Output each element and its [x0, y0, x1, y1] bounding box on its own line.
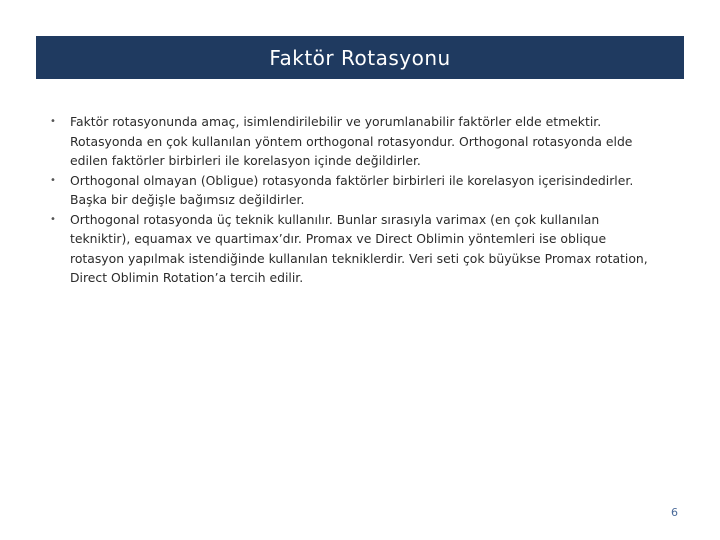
bullet-text: Orthogonal olmayan (Obligue) rotasyonda faktörler birbirleri ile korelasyon içerisindedirler. Başka bir değişle bağımsız değildirler. [70, 172, 634, 207]
bullet-text: Faktör rotasyonunda amaç, isimlendirilebilir ve yorumlanabilir faktörler elde etmektir. Rotasyonda en çok kullanılan yöntem orthogonal rotasyondur. Orthogonal rotasyonda elde edilen faktörler birbirleri ile korelasyon içinde değildirler. [70, 114, 633, 168]
bullet-item-3 [50, 210, 650, 288]
bullet-icon: • [50, 116, 56, 127]
bullet-item-1 [50, 112, 650, 171]
bullet-icon: • [50, 174, 56, 186]
bullet-list [50, 112, 650, 288]
bullet-text: Orthogonal rotasyonda üç teknik kullanılır. Bunlar sırasıyla varimax (en çok kullanılan tekniktir), equamax ve quartimax’dır. Promax ve Direct Oblimin yöntemleri ise oblique rotasyon yapılmak istendiğinde kullanılan tekniklerdir. Veri seti çok büyükse Promax rotation, Direct Oblimin Rotation’a tercih edilir. [70, 211, 648, 285]
bullet-icon: • [50, 213, 56, 225]
page-number: 6 [671, 506, 678, 519]
title-bar [36, 36, 684, 79]
slide-title: Faktör Rotasyonu [269, 45, 451, 70]
bullet-item-2 [50, 171, 650, 210]
